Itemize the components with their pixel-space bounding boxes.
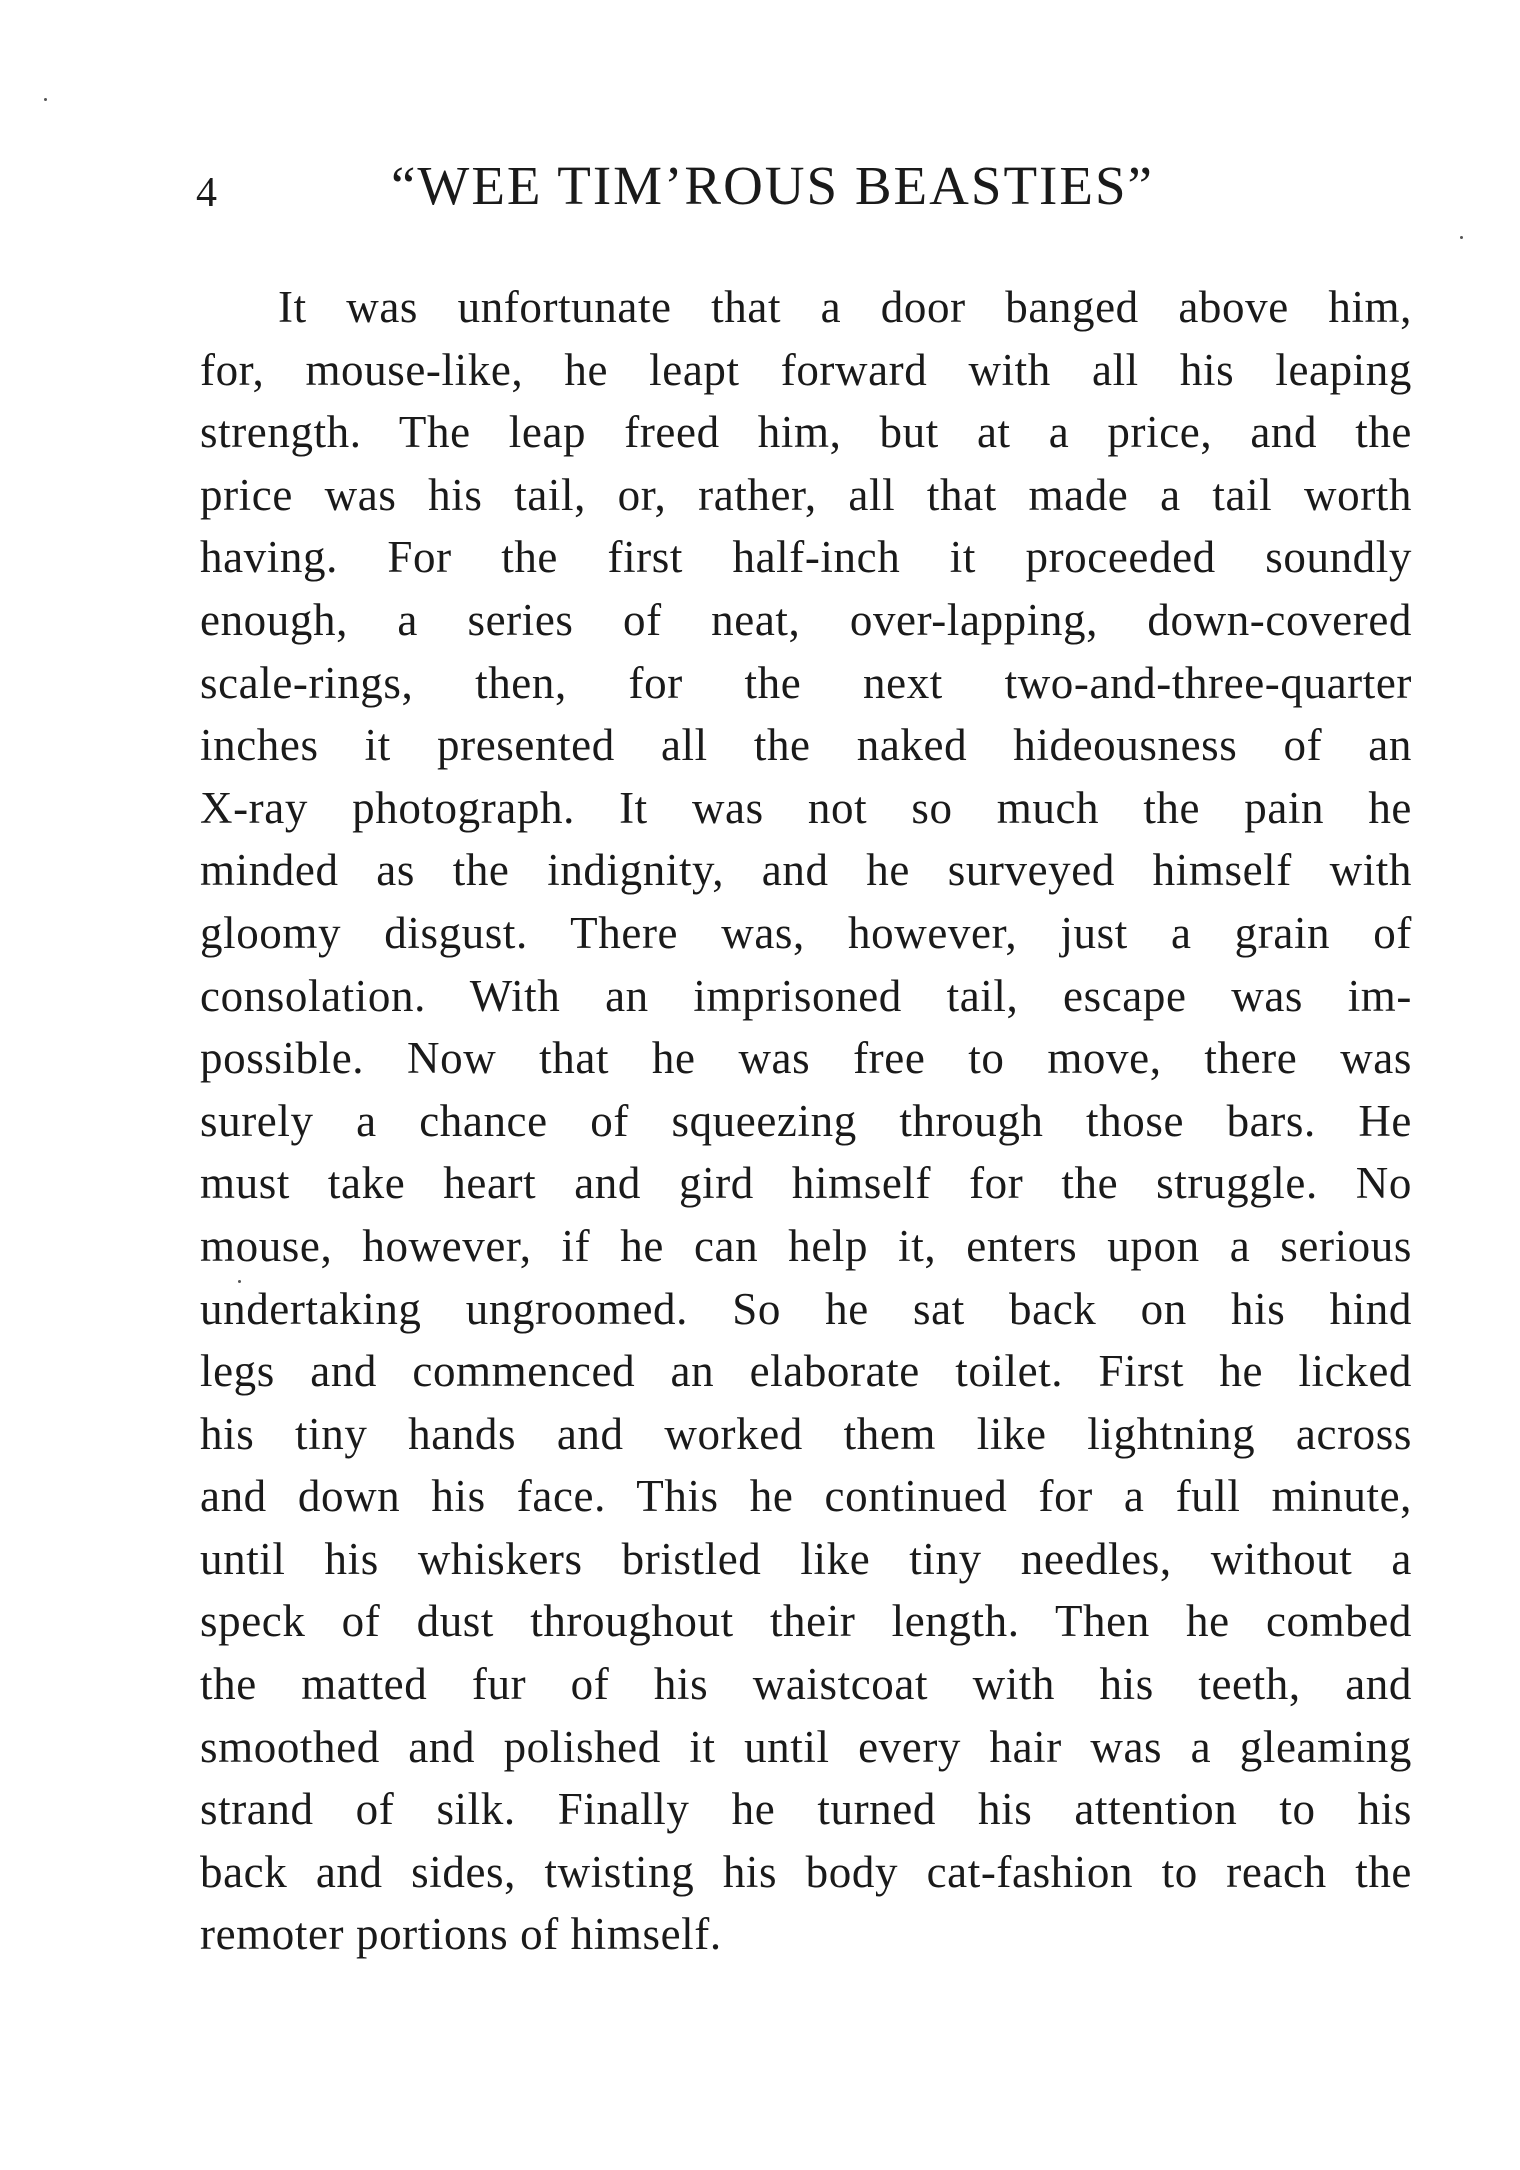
text-line: It was unfortunate that a door banged above him, bbox=[278, 282, 1412, 332]
text-line: surely a chance of squeezing through those bars. He bbox=[200, 1095, 1412, 1146]
text-line: remoter portions of himself. bbox=[200, 1909, 722, 1960]
text-line: undertaking ungroomed. So he sat back on his hind bbox=[200, 1283, 1412, 1334]
text-line: until his whiskers bristled like tiny needles, without a bbox=[200, 1533, 1412, 1584]
text-line: strength. The leap freed him, but at a price, and the bbox=[200, 407, 1412, 458]
text-line: scale-rings, then, for the next two-and-three-quarter bbox=[200, 657, 1412, 708]
text-line: must take heart and gird himself for the struggle. No bbox=[200, 1158, 1412, 1209]
text-line: back and sides, twisting his body cat-fashion to reach the bbox=[200, 1846, 1412, 1897]
running-head bbox=[196, 155, 1416, 228]
text-line: for, mouse-like, he leapt forward with all his leaping bbox=[200, 344, 1412, 395]
text-line: possible. Now that he was free to move, there was bbox=[200, 1033, 1412, 1084]
paper-speck bbox=[1460, 236, 1463, 239]
text-line: having. For the first half-inch it proceeded soundly bbox=[200, 532, 1412, 583]
text-line: strand of silk. Finally he turned his attention to his bbox=[200, 1784, 1412, 1835]
text-line: X-ray photograph. It was not so much the pain he bbox=[200, 782, 1412, 833]
body-paragraph bbox=[200, 276, 1412, 1966]
text-line: mouse, however, if he can help it, enters upon a serious bbox=[200, 1220, 1412, 1271]
text-line: his tiny hands and worked them like lightning across bbox=[200, 1408, 1412, 1459]
text-line: smoothed and polished it until every hair was a gleaming bbox=[200, 1721, 1412, 1772]
text-line: and down his face. This he continued for a full minute, bbox=[200, 1471, 1412, 1522]
text-line: gloomy disgust. There was, however, just a grain of bbox=[200, 907, 1412, 958]
text-line: enough, a series of neat, over-lapping, down-covered bbox=[200, 594, 1412, 645]
text-line: minded as the indignity, and he surveyed himself with bbox=[200, 845, 1412, 896]
text-line: price was his tail, or, rather, all that made a tail worth bbox=[200, 469, 1412, 520]
page-number: 4 bbox=[196, 170, 217, 216]
text-line: inches it presented all the naked hideousness of an bbox=[200, 720, 1412, 771]
text-line: consolation. With an imprisoned tail, escape was im- bbox=[200, 970, 1412, 1021]
text-line: legs and commenced an elaborate toilet. First he licked bbox=[200, 1346, 1412, 1397]
text-line: the matted fur of his waistcoat with his teeth, and bbox=[200, 1659, 1412, 1710]
paper-speck bbox=[44, 98, 47, 101]
text-line: speck of dust throughout their length. Then he combed bbox=[200, 1596, 1412, 1647]
running-title: “WEE TIM’ROUS BEASTIES” bbox=[391, 155, 1154, 216]
